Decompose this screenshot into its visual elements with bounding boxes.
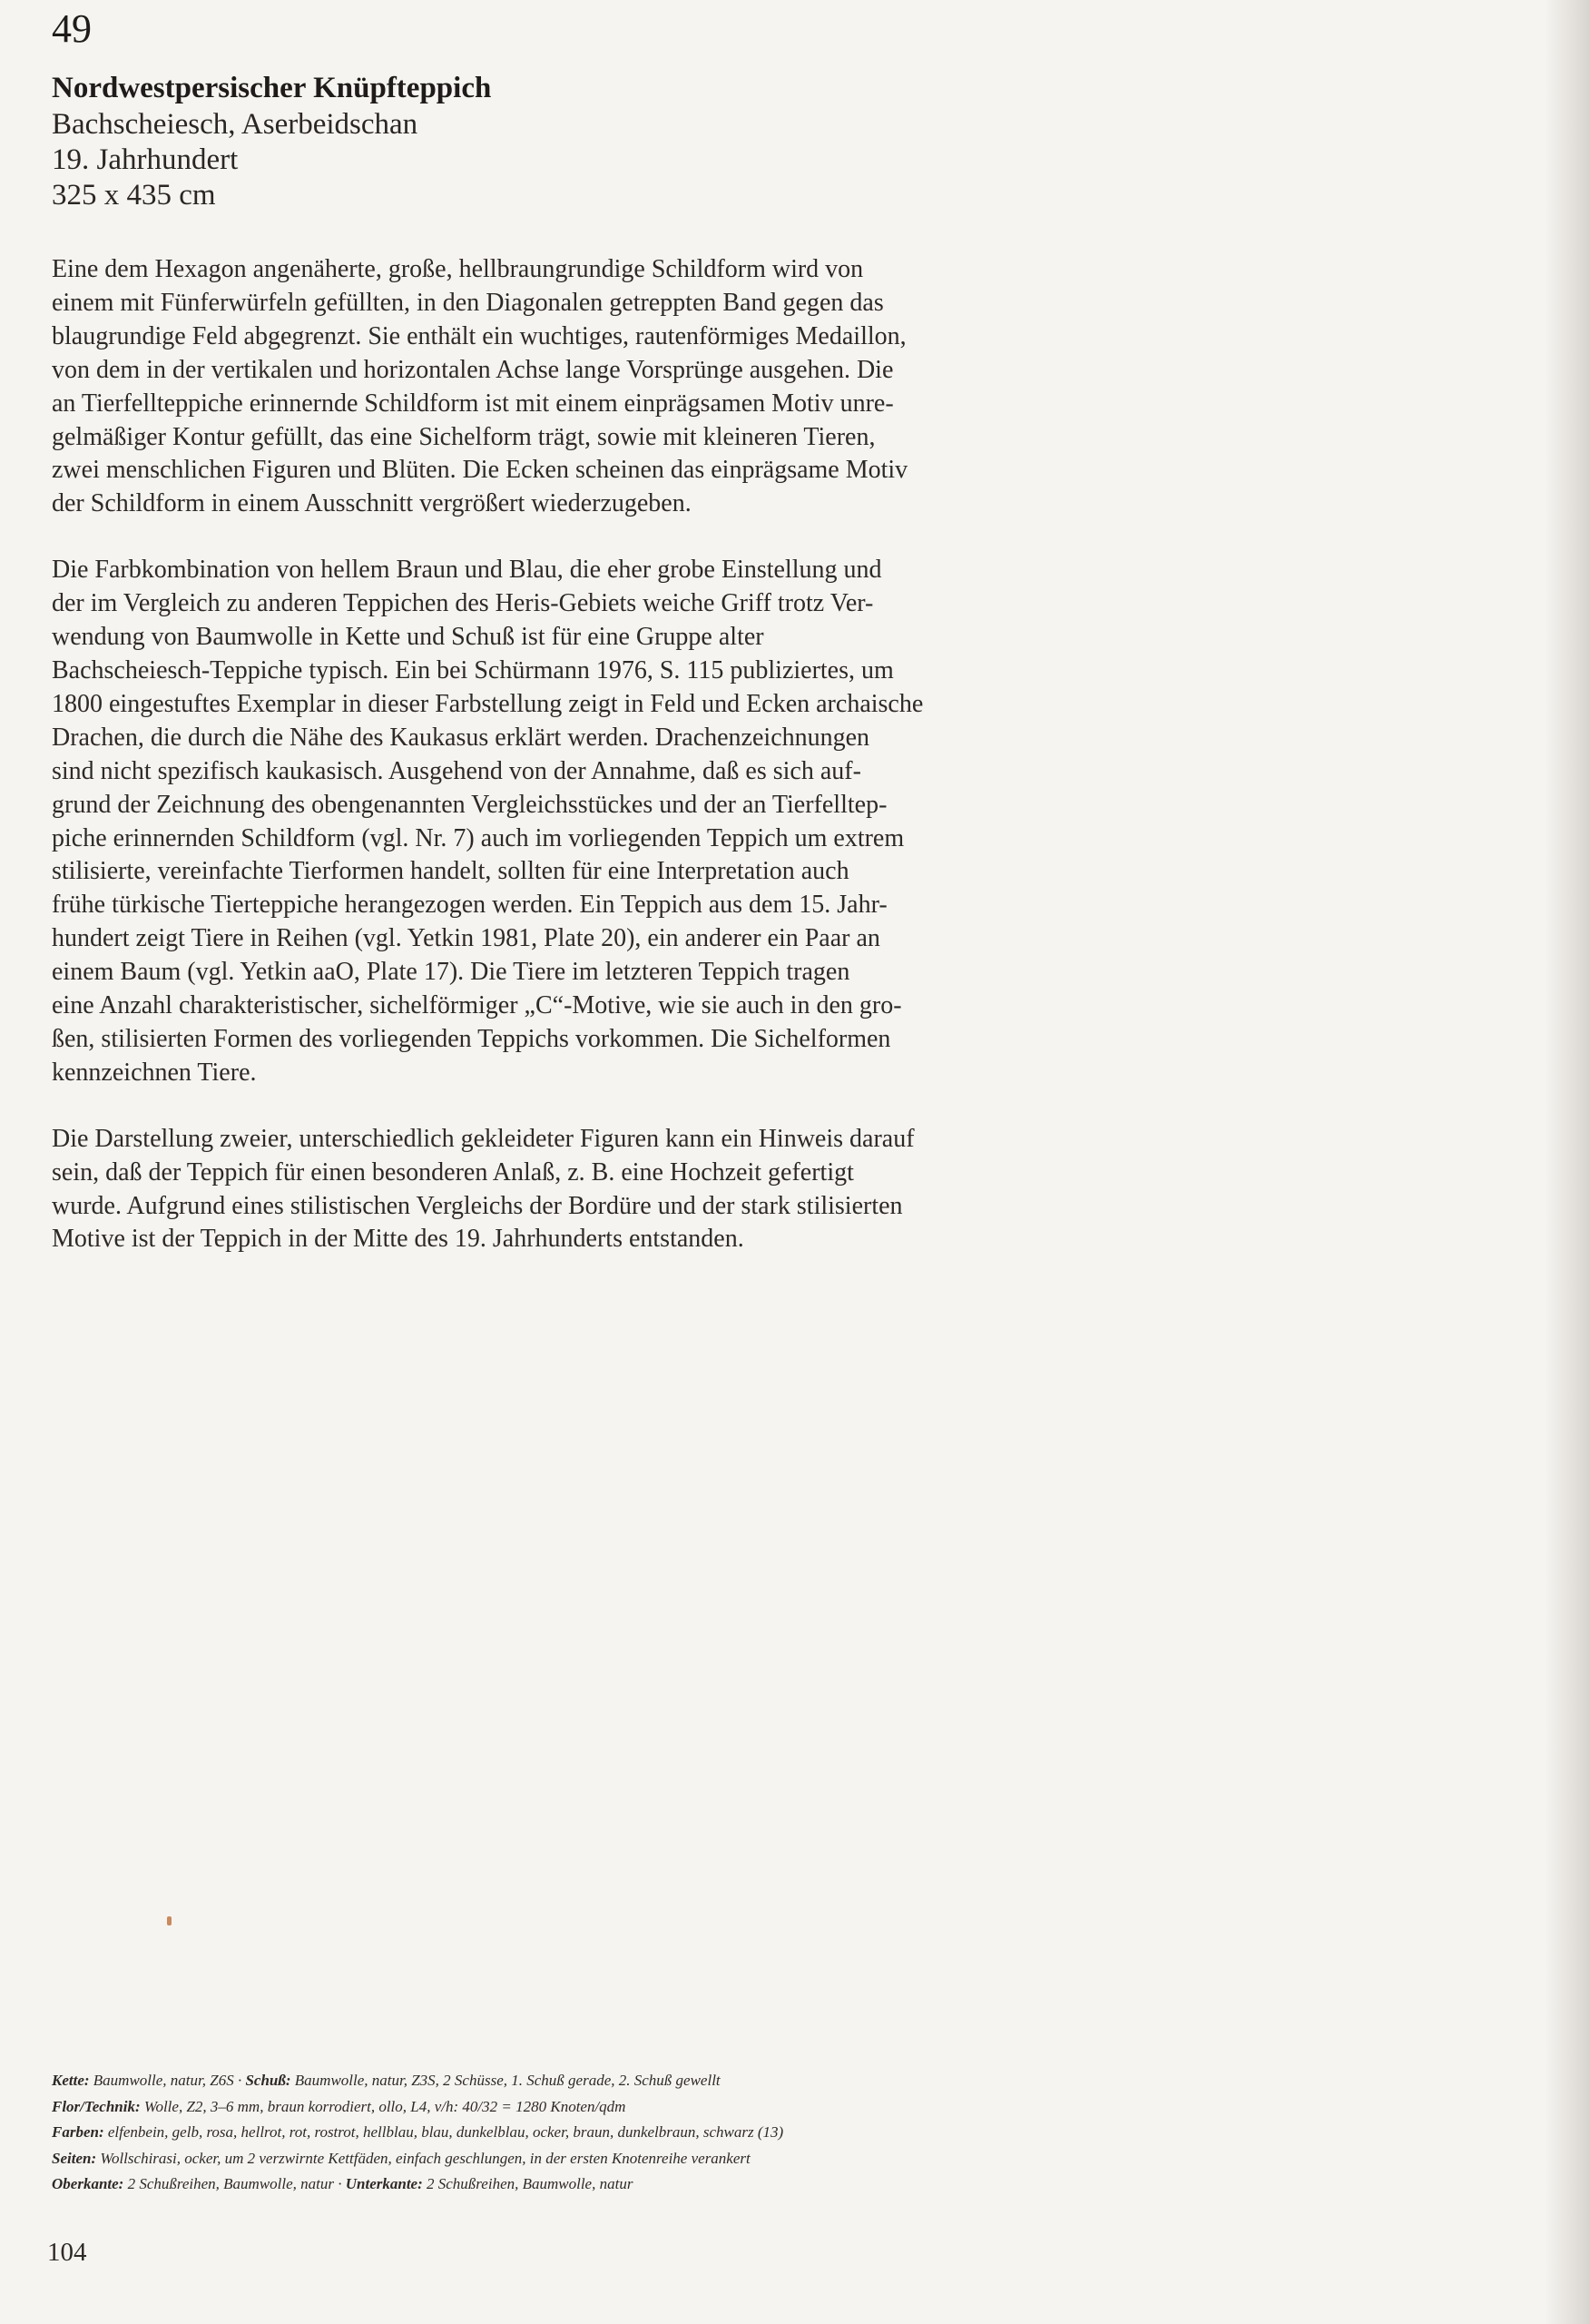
text-line: ßen, stilisierten Formen des vorliegenden Teppichs vorkommen. Die Sichelformen	[52, 1024, 891, 1053]
tech-row-kette	[52, 2068, 1032, 2094]
tech-value: Wolle, Z2, 3–6 mm, braun korrodiert, ollo, L4, v/h: 40/32 = 1280 Knoten/qdm	[140, 2097, 626, 2115]
text-line: Eine dem Hexagon angenäherte, große, hellbraungrundige Schildform wird von	[52, 255, 864, 283]
text-line: Bachscheiesch-Teppiche typisch. Ein bei Schürmann 1976, S. 115 publiziertes, um	[52, 655, 894, 684]
text-line: Die Farbkombination von hellem Braun und Blau, die eher grobe Einstellung und	[52, 556, 882, 585]
text-line: zwei menschlichen Figuren und Blüten. Die Ecken scheinen das einprägsame Motiv	[52, 456, 908, 485]
tech-label: Seiten:	[52, 2149, 97, 2167]
entry-header	[52, 70, 869, 213]
tech-label: Oberkante:	[52, 2175, 124, 2193]
entry-title: Nordwestpersischer Knüpfteppich	[52, 72, 492, 104]
entry-origin: Bachscheiesch, Aserbeidschan	[52, 108, 418, 141]
text-line: von dem in der vertikalen und horizontalen Achse lange Vorsprünge ausgehen. Die	[52, 355, 894, 384]
text-line: Motive ist der Teppich in der Mitte des 19. Jahrhunderts entstanden.	[52, 1225, 744, 1254]
entry-size: 325 x 435 cm	[52, 179, 216, 212]
text-line: piche erinnernden Schildform (vgl. Nr. 7) auch im vorliegenden Teppich um extrem	[52, 823, 905, 852]
text-line: hundert zeigt Tiere in Reihen (vgl. Yetkin 1981, Plate 20), ein anderer ein Paar an	[52, 924, 880, 953]
technical-details	[52, 2068, 1032, 2198]
paragraph	[52, 253, 1014, 521]
text-line: gelmäßiger Kontur gefüllt, das eine Sichelform trägt, sowie mit kleineren Tieren,	[52, 422, 876, 451]
tech-value: 2 Schußreihen, Baumwolle, natur	[422, 2175, 633, 2193]
paragraph	[52, 554, 1014, 1090]
text-line: Die Darstellung zweier, unterschiedlich gekleideter Figuren kann ein Hinweis darauf	[52, 1124, 915, 1153]
tech-label: Farben:	[52, 2123, 104, 2142]
text-line: blaugrundige Feld abgegrenzt. Sie enthält ein wuchtiges, rautenförmiges Medaillon,	[52, 321, 907, 350]
paragraph	[52, 1123, 1014, 1257]
tech-row-flor	[52, 2094, 1032, 2121]
catalog-number: 49	[52, 6, 92, 51]
text-line: sein, daß der Teppich für einen besonderen Anlaß, z. B. eine Hochzeit gefertigt	[52, 1157, 854, 1187]
tech-label: Flor/Technik:	[52, 2097, 141, 2115]
tech-value: Wollschirasi, ocker, um 2 verzwirnte Kettfäden, einfach geschlungen, in der ersten Knotenreihe verankert	[96, 2149, 751, 2167]
page-edge-shadow	[1545, 0, 1590, 2324]
tech-label: Unterkante:	[345, 2175, 423, 2193]
tech-row-seiten	[52, 2146, 1032, 2172]
text-line: stilisierte, vereinfachte Tierformen handelt, sollten für eine Interpretation auch	[52, 857, 849, 886]
text-line: einem mit Fünferwürfeln gefüllten, in den Diagonalen getreppten Band gegen das	[52, 288, 884, 317]
text-line: grund der Zeichnung des obengenannten Vergleichsstückes und der an Tierfelltep-	[52, 790, 888, 819]
text-line: einem Baum (vgl. Yetkin aaO, Plate 17). Die Tiere im letzteren Teppich tragen	[52, 958, 850, 987]
text-line: der Schildform in einem Ausschnitt vergrößert wiederzugeben.	[52, 489, 692, 518]
tech-label: Kette:	[52, 2072, 90, 2089]
tech-label: Schuß:	[245, 2072, 291, 2089]
text-line: kennzeichnen Tiere.	[52, 1058, 257, 1087]
text-line: frühe türkische Tierteppiche herangezogen werden. Ein Teppich aus dem 15. Jahr-	[52, 891, 888, 920]
entry-date: 19. Jahrhundert	[52, 143, 239, 176]
text-line: der im Vergleich zu anderen Teppichen des Heris-Gebiets weiche Griff trotz Ver-	[52, 589, 874, 618]
tech-value: elfenbein, gelb, rosa, hellrot, rot, rostrot, hellblau, blau, dunkelblau, ocker, braun, dunkelbraun, schwarz (13)	[103, 2123, 784, 2142]
text-line: eine Anzahl charakteristischer, sichelförmiger „C“-Motive, wie sie auch in den gro-	[52, 991, 902, 1020]
tech-row-farben	[52, 2120, 1032, 2146]
text-line: wendung von Baumwolle in Kette und Schuß ist für eine Gruppe alter	[52, 623, 764, 652]
text-line: an Tierfellteppiche erinnernde Schildform ist mit einem einprägsamen Motiv unre-	[52, 389, 894, 418]
paper-speck	[167, 1916, 172, 1925]
tech-value: 2 Schußreihen, Baumwolle, natur ·	[123, 2175, 346, 2193]
text-line: sind nicht spezifisch kaukasisch. Ausgehend von der Annahme, daß es sich auf-	[52, 756, 861, 785]
tech-row-kanten	[52, 2171, 1032, 2198]
text-line: 1800 eingestuftes Exemplar in dieser Farbstellung zeigt in Feld und Ecken archaische	[52, 689, 924, 718]
text-line: Drachen, die durch die Nähe des Kaukasus erklärt werden. Drachenzeichnungen	[52, 723, 870, 752]
text-line: wurde. Aufgrund eines stilistischen Vergleichs der Bordüre und der stark stilisierten	[52, 1191, 903, 1220]
description-text	[52, 253, 1014, 1289]
tech-value: Baumwolle, natur, Z6S ·	[89, 2072, 246, 2089]
tech-value: Baumwolle, natur, Z3S, 2 Schüsse, 1. Schuß gerade, 2. Schuß gewellt	[290, 2072, 721, 2089]
page-number: 104	[47, 2238, 87, 2267]
